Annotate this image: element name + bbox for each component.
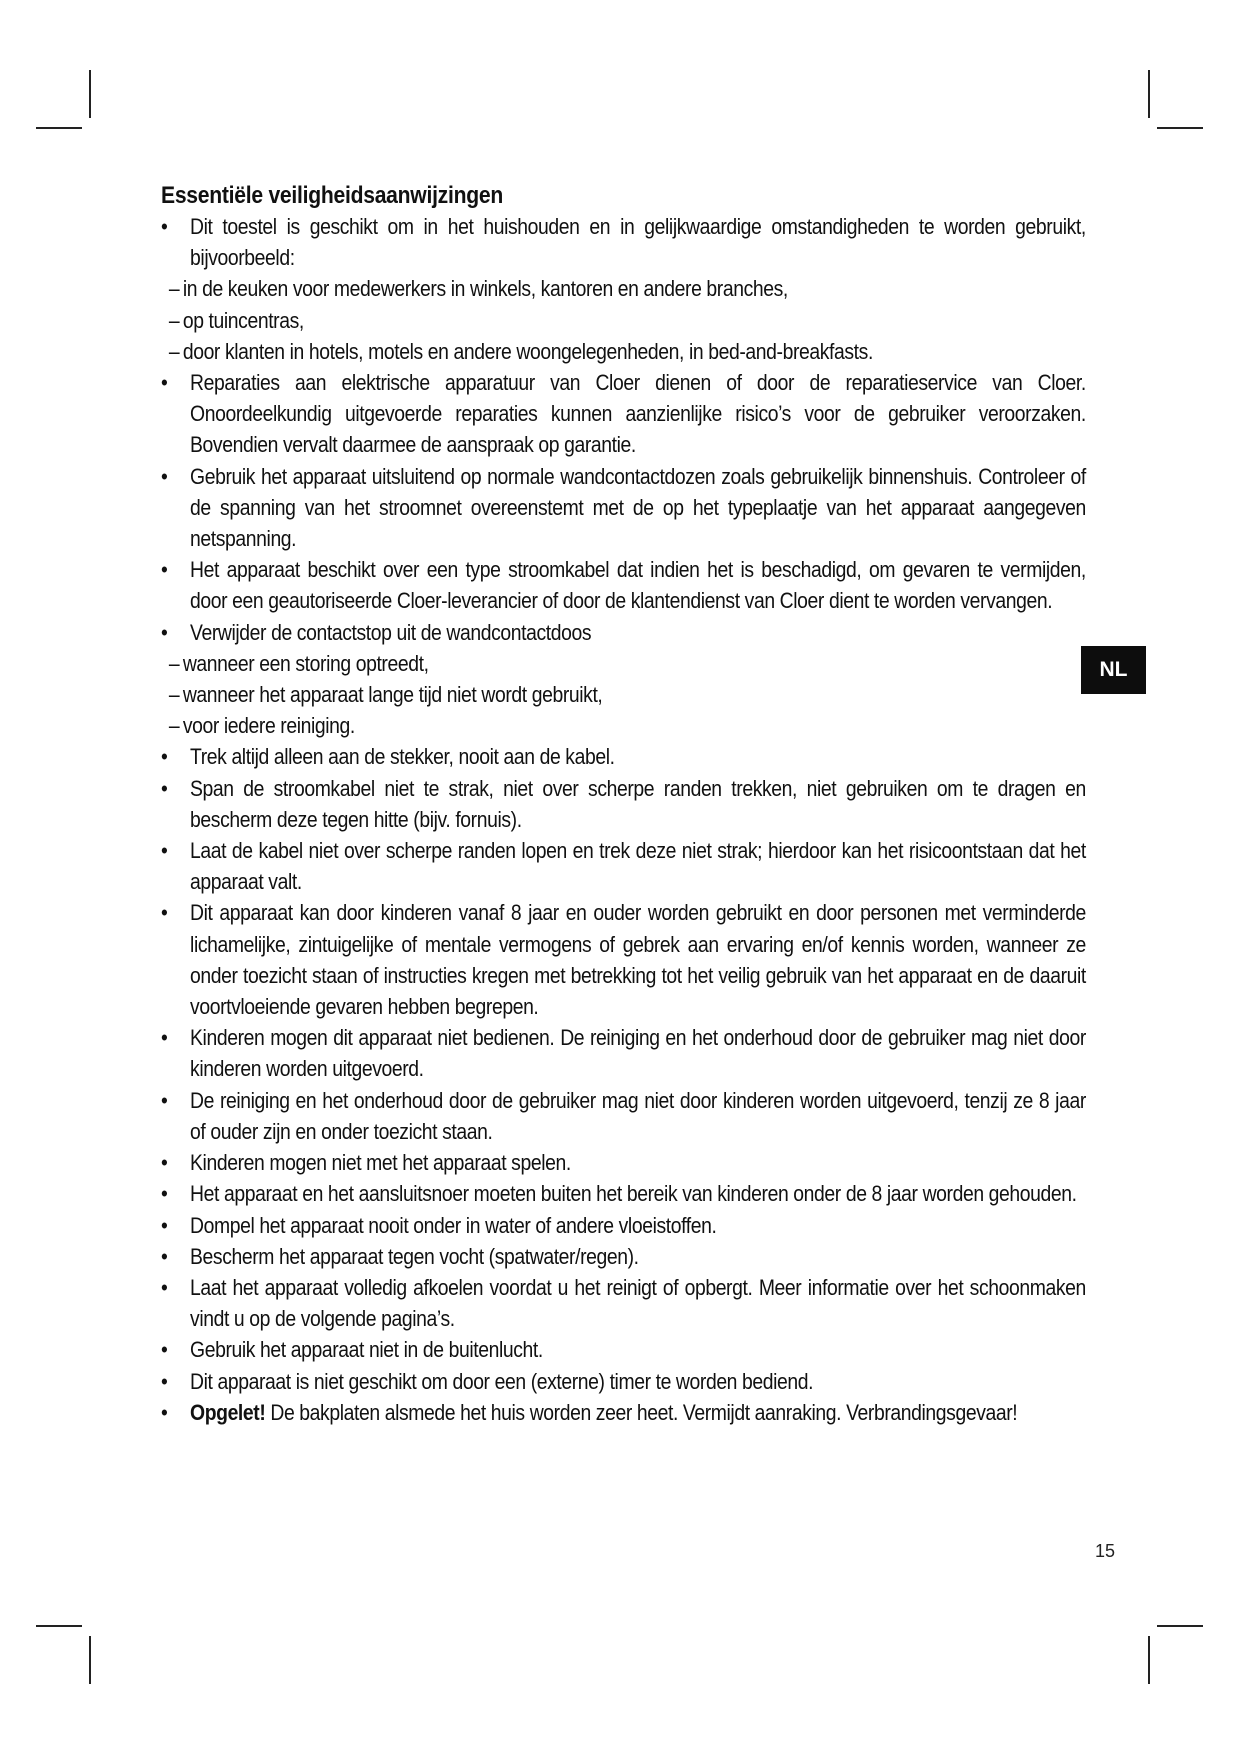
- instruction-text: Kinderen mogen niet met het apparaat spelen.: [190, 1150, 571, 1176]
- instruction-item: [161, 1178, 1086, 1209]
- dash-marker: –: [168, 276, 180, 302]
- instruction-item: [161, 1334, 1086, 1365]
- dash-marker: –: [168, 307, 180, 333]
- instruction-item: [161, 461, 1086, 555]
- instruction-subitem: [161, 336, 1086, 367]
- instruction-item: [161, 1366, 1086, 1397]
- crop-mark-bottom-right-horizontal: [1157, 1625, 1203, 1627]
- instruction-item: [161, 1022, 1086, 1084]
- instruction-item: [161, 617, 1086, 648]
- instruction-subitem: [161, 679, 1086, 710]
- dash-marker: –: [168, 338, 180, 364]
- crop-mark-bottom-right-vertical: [1148, 1636, 1150, 1684]
- instruction-item: [161, 367, 1086, 461]
- instruction-item: [161, 773, 1086, 835]
- dash-marker: –: [168, 650, 180, 676]
- instruction-item: [161, 1397, 1086, 1428]
- instruction-item: [161, 1085, 1086, 1147]
- warning-label: Opgelet!: [190, 1399, 266, 1425]
- crop-mark-bottom-left-horizontal: [36, 1625, 82, 1627]
- instruction-text: Gebruik het apparaat uitsluitend op normale wandcontactdozen zoals gebruikelijk binnenshuis. Controleer of de spanning van het stroomnet overeenstemt met de op het typeplaatje van het apparaat aangegeven netspanning.: [190, 463, 1086, 552]
- instruction-text: Dit toestel is geschikt om in het huishouden en in gelijkwaardige omstandigheden te worden gebruikt, bijvoorbeeld:: [190, 214, 1086, 271]
- instruction-text: Dit apparaat is niet geschikt om door een (externe) timer te worden bediend.: [190, 1368, 814, 1394]
- instruction-text: Kinderen mogen dit apparaat niet bedienen. De reiniging en het onderhoud door de gebruiker mag niet door kinderen worden uitgevoerd.: [190, 1025, 1086, 1082]
- instruction-list: [161, 211, 1086, 1428]
- instruction-item: [161, 211, 1086, 273]
- crop-mark-top-left-horizontal: [36, 127, 82, 129]
- instruction-item: [161, 897, 1086, 1022]
- instruction-text: Gebruik het apparaat niet in de buitenlucht.: [190, 1337, 543, 1363]
- instruction-text: De reiniging en het onderhoud door de gebruiker mag niet door kinderen worden uitgevoerd, tenzij ze 8 jaar of ouder zijn en onder toezicht staan.: [190, 1087, 1086, 1144]
- subitem-text: wanneer een storing optreedt,: [182, 650, 429, 676]
- instruction-text: Span de stroomkabel niet te strak, niet over scherpe randen trekken, niet gebruiken om te dragen en bescherm deze tegen hitte (bijv. fornuis).: [190, 775, 1086, 832]
- safety-instructions: [161, 180, 1086, 1428]
- instruction-item: [161, 1241, 1086, 1272]
- instruction-text: Reparaties aan elektrische apparatuur van Cloer dienen of door de reparatieservice van Cloer. Onoordeelkundig uitgevoerde reparaties kunnen aanzienlijke risico’s voor de gebruiker veroorzaken. Bovendien vervalt daarmee de aanspraak op garantie.: [190, 370, 1086, 458]
- subitem-text: in de keuken voor medewerkers in winkels, kantoren en andere branches,: [182, 276, 788, 302]
- crop-mark-top-right-horizontal: [1157, 127, 1203, 129]
- dash-marker: –: [168, 713, 180, 739]
- section-heading: Essentiële veiligheidsaanwijzingen: [161, 182, 503, 209]
- instruction-text: De bakplaten alsmede het huis worden zeer heet. Vermijdt aanraking. Verbrandingsgevaar!: [265, 1399, 1018, 1425]
- crop-mark-bottom-left-vertical: [89, 1636, 91, 1684]
- instruction-subitem: [161, 305, 1086, 336]
- instruction-text: Verwijder de contactstop uit de wandcontactdoos: [190, 619, 592, 645]
- instruction-text: Trek altijd alleen aan de stekker, nooit aan de kabel.: [190, 744, 615, 770]
- subitem-text: op tuincentras,: [182, 307, 304, 333]
- subitem-text: voor iedere reiniging.: [182, 713, 355, 739]
- instruction-item: [161, 1147, 1086, 1178]
- instruction-text: Dit apparaat kan door kinderen vanaf 8 jaar en ouder worden gebruikt en door personen met verminderde lichamelijke, zintuigelijke of mentale vermogens of gebrek aan ervaring en/of kennis worden, wanneer ze onder toezicht staan of instructies kregen met betrekking tot het veilig gebruik van het apparaat en de daaruit voortvloeiende gevaren hebben begrepen.: [190, 900, 1086, 1020]
- instruction-subitem: [161, 273, 1086, 304]
- crop-mark-top-left-vertical: [89, 70, 91, 118]
- instruction-subitem: [161, 648, 1086, 679]
- instruction-text: Laat het apparaat volledig afkoelen voordat u het reinigt of opbergt. Meer informatie over het schoonmaken vindt u op de volgende pagina’s.: [190, 1274, 1086, 1332]
- crop-mark-top-right-vertical: [1148, 70, 1150, 118]
- language-badge: NL: [1081, 646, 1146, 694]
- instruction-item: [161, 1210, 1086, 1241]
- subitem-text: door klanten in hotels, motels en andere woongelegenheden, in bed-and-breakfasts.: [182, 338, 873, 364]
- instruction-text: Laat de kabel niet over scherpe randen lopen en trek deze niet strak; hierdoor kan het risicoontstaan dat het apparaat valt.: [190, 838, 1086, 895]
- instruction-subitem: [161, 710, 1086, 741]
- instruction-text: Het apparaat en het aansluitsnoer moeten buiten het bereik van kinderen onder de 8 jaar worden gehouden.: [190, 1181, 1077, 1207]
- instruction-item: [161, 554, 1086, 616]
- instruction-item: [161, 741, 1086, 772]
- instruction-item: [161, 835, 1086, 897]
- instruction-text: Dompel het apparaat nooit onder in water of andere vloeistoffen.: [190, 1212, 717, 1238]
- dash-marker: –: [168, 682, 180, 708]
- instruction-item: [161, 1272, 1086, 1334]
- instruction-text: Bescherm het apparaat tegen vocht (spatwater/regen).: [190, 1243, 639, 1269]
- instruction-text: Het apparaat beschikt over een type stroomkabel dat indien het is beschadigd, om gevaren te vermijden, door een geautoriseerde Cloer-leverancier of door de klantendienst van Cloer dient te worden vervangen.: [190, 557, 1086, 614]
- subitem-text: wanneer het apparaat lange tijd niet wordt gebruikt,: [182, 682, 603, 708]
- page-number: 15: [1095, 1541, 1116, 1561]
